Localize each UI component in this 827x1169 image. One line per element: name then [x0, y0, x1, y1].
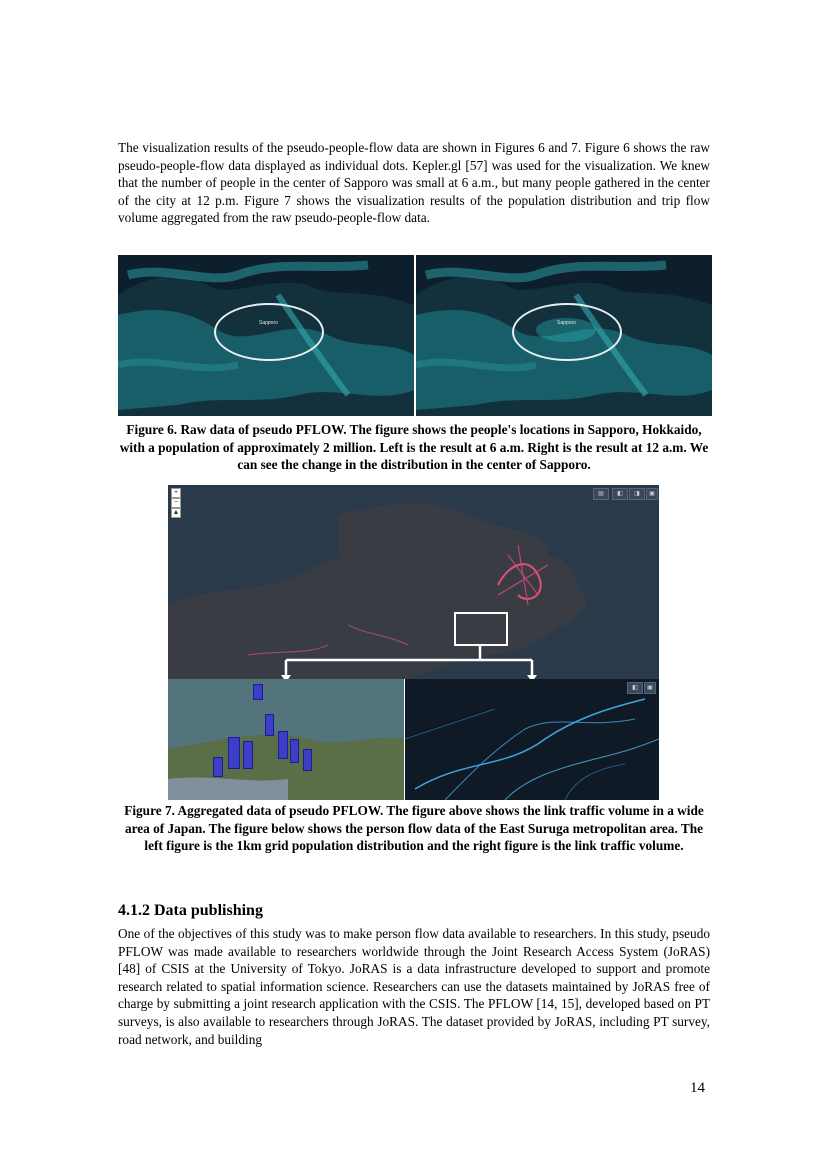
fullscreen-button[interactable]: ▣	[646, 488, 658, 500]
page-number: 14	[690, 1080, 705, 1096]
body-paragraph: One of the objectives of this study was to make person flow data available to researchers. In this study, pseudo PFLOW was made available to researchers worldwide through the Joint Research Access System (JoRAS) [48] of CSIS at the University of Tokyo. JoRAS is a data infrastructure developed to support and promote research related to spatial information science. Researchers can use the datasets maintained by JoRAS free of charge by submitting a joint research application with the CSIS. The PFLOW [14, 15], developed based on PT surveys, is also available to researchers through JoRAS. The dataset provided by JoRAS, including PT survey, road network, and building	[118, 926, 710, 1047]
sapporo-center-highlight	[214, 303, 324, 361]
map-city-label: Sapporo	[259, 320, 278, 326]
east-suruga-selection-box	[454, 612, 508, 646]
sapporo-center-highlight	[512, 303, 622, 361]
population-bar	[253, 684, 263, 700]
layers-button[interactable]: ▤	[593, 488, 609, 500]
intro-paragraph: The visualization results of the pseudo-people-flow data are shown in Figures 6 and 7. Figure 6 shows the raw pseudo-people-flow data displayed as individual dots. Kepler.gl [57] was used for the visualization. We knew that the number of people in the center of Sapporo was small at 6 a.m., but many people gathered in the center of the city at 12 p.m. Figure 7 shows the visualization results of the population distribution and trip flow volume aggregated from the raw pseudo-people-flow data.	[118, 140, 710, 226]
zoom-in-button[interactable]: +	[171, 488, 181, 498]
map-control-button[interactable]: ▣	[644, 682, 656, 694]
section-heading: 4.1.2 Data publishing	[118, 902, 263, 919]
population-bar	[290, 739, 299, 763]
population-bar	[243, 741, 253, 769]
population-bar	[213, 757, 223, 777]
compass-button[interactable]: ▲	[172, 509, 180, 516]
figure6-caption: Figure 6. Raw data of pseudo PFLOW. The figure shows the people's locations in Sapporo, Hokkaido, with a population of approximately 2 million. Left is the result at 6 a.m. Right is the result at 12 a.m. We can see the change in the distribution in the center of Sapporo.	[119, 422, 709, 473]
map-control-button[interactable]: ◧	[627, 682, 643, 694]
population-bar	[278, 731, 288, 759]
population-bar	[228, 737, 240, 769]
figure7-caption: Figure 7. Aggregated data of pseudo PFLOW. The figure above shows the link traffic volume in a wide area of Japan. The figure below shows the person flow data of the East Suruga metropolitan area. The left figure is the 1km grid population distribution and the right figure is the link traffic volume.	[124, 803, 704, 854]
filter-button[interactable]: ◨	[629, 488, 645, 500]
zoom-out-button[interactable]: −	[171, 498, 181, 508]
population-bar	[265, 714, 274, 736]
sapporo-map-6am	[118, 255, 414, 416]
link-traffic-map	[405, 679, 659, 800]
map-style-button[interactable]: ◧	[612, 488, 628, 500]
population-bar	[303, 749, 312, 771]
grid-population-map	[168, 679, 404, 800]
sapporo-map-12pm	[416, 255, 712, 416]
map-city-label: Sapporo	[557, 320, 576, 326]
